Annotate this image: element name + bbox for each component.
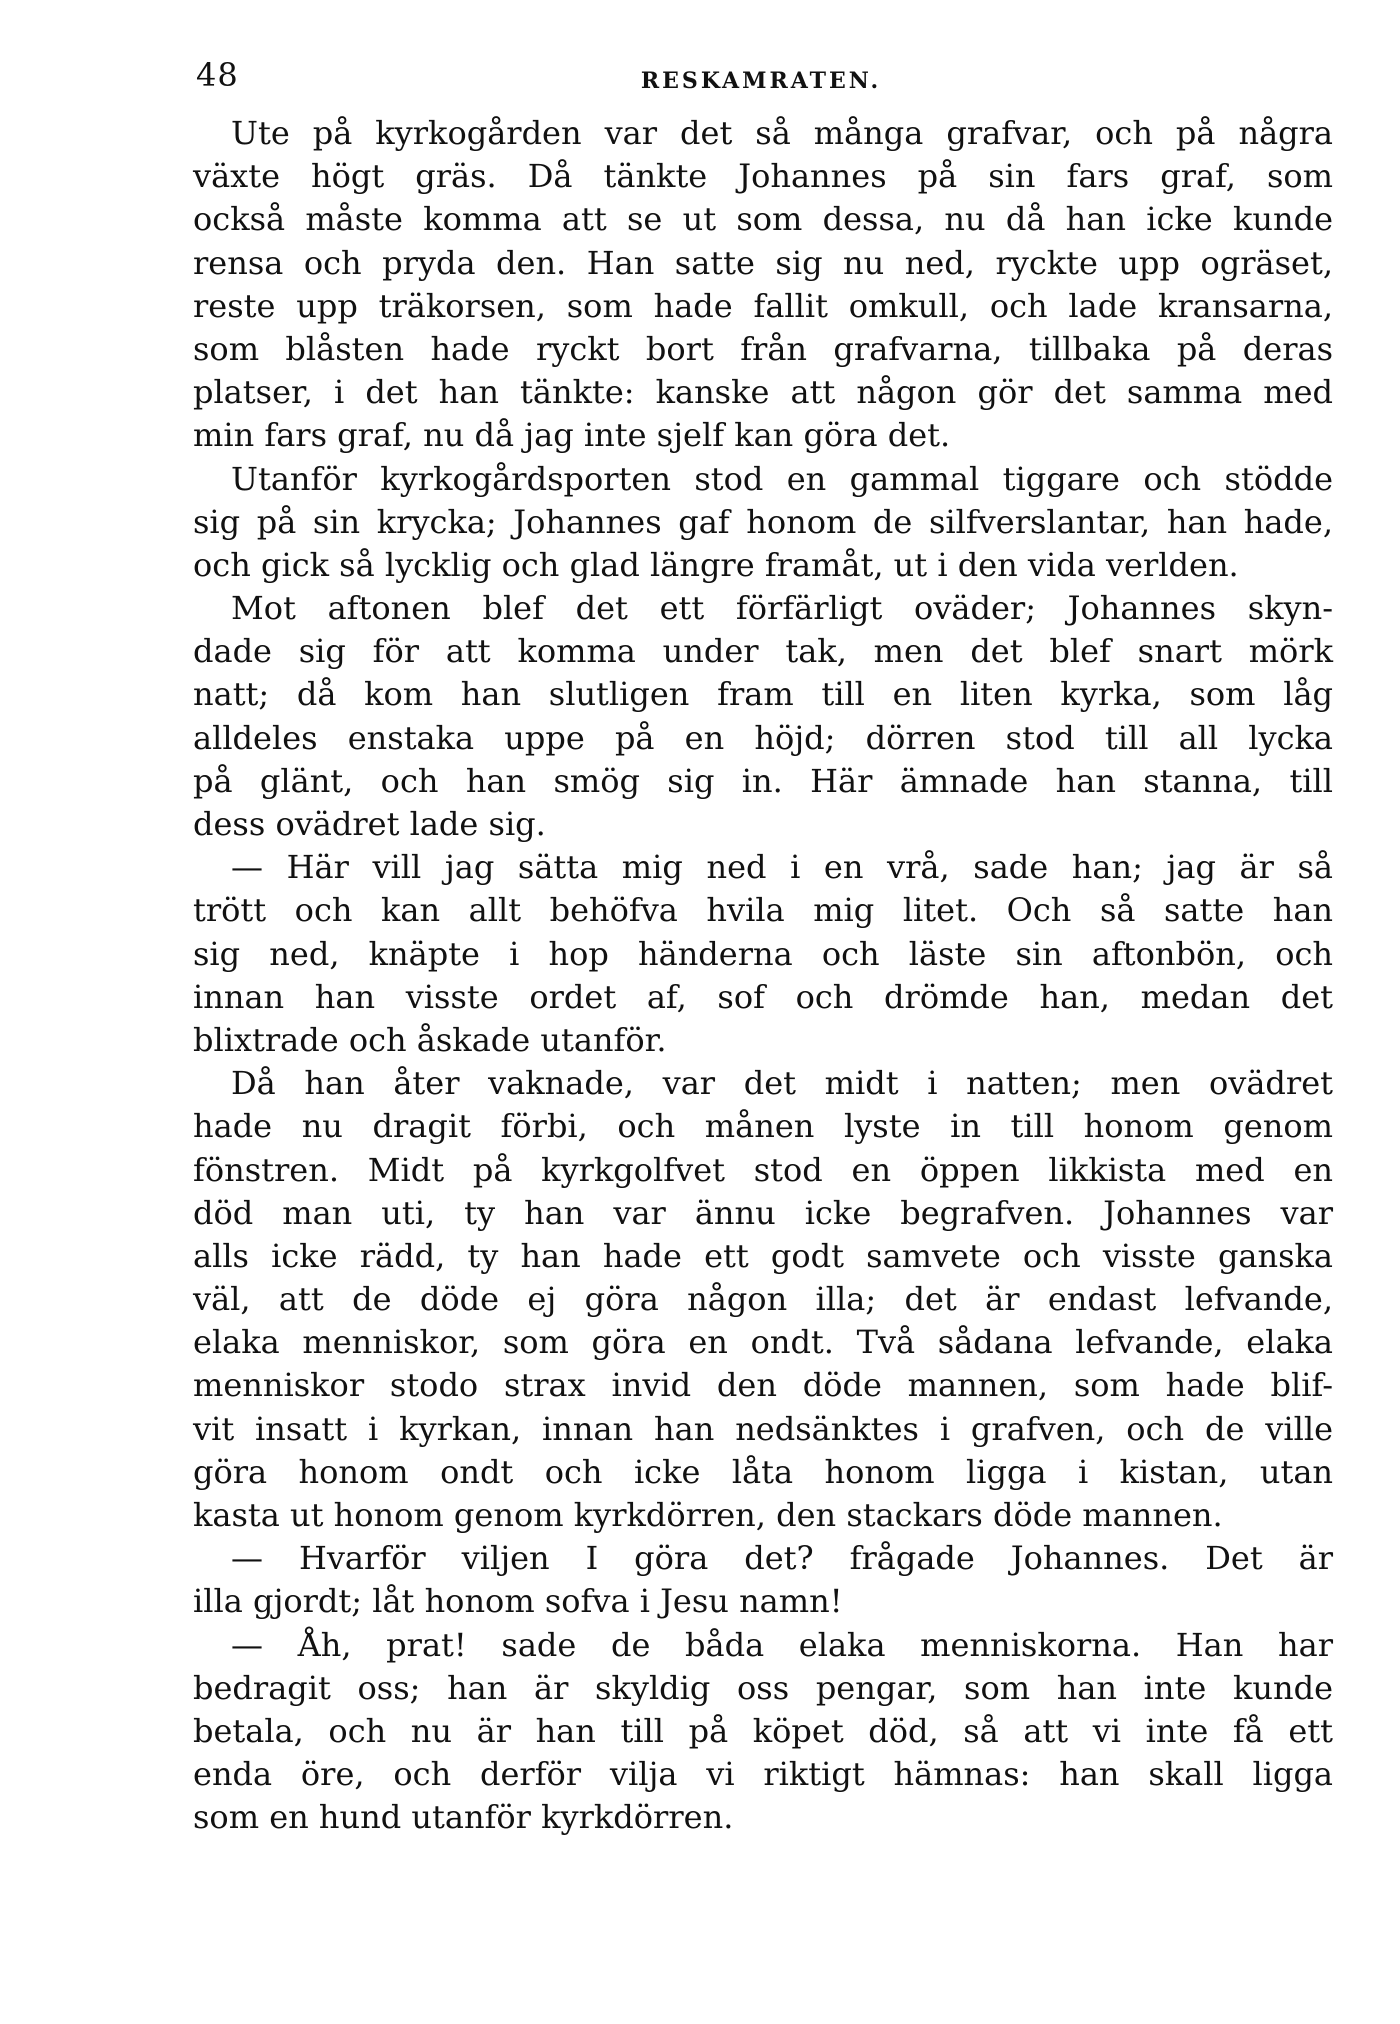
body-text bbox=[193, 112, 1333, 1840]
text-line: död man uti, ty han var ännu icke begrafven. Johannes var bbox=[193, 1193, 1333, 1232]
text-line: bedragit oss; han är skyldig oss pengar, som han inte kunde bbox=[193, 1668, 1333, 1707]
text-line: göra honom ondt och icke låta honom ligga i kistan, utan bbox=[193, 1452, 1333, 1491]
text-line: min fars graf, nu då jag inte sjelf kan göra det. bbox=[193, 416, 951, 455]
text-line: — Här vill jag sätta mig ned i en vrå, sade han; jag är så bbox=[231, 848, 1333, 887]
text-line: kasta ut honom genom kyrkdörren, den stackars döde mannen. bbox=[193, 1496, 1223, 1534]
text-line: hade nu dragit förbi, och månen lyste in till honom genom bbox=[193, 1107, 1333, 1146]
text-line: natt; då kom han slutligen fram till en liten kyrka, som låg bbox=[193, 675, 1333, 714]
text-line: innan han visste ordet af, sof och drömde han, medan det bbox=[193, 977, 1333, 1016]
page-header bbox=[196, 56, 1326, 106]
text-line: menniskor stodo strax invid den döde mannen, som hade blif- bbox=[193, 1366, 1333, 1405]
text-line: platser, i det han tänkte: kanske att någon gör det samma med bbox=[193, 373, 1333, 412]
text-line: Ute på kyrkogården var det så många grafvar, och på några bbox=[231, 114, 1333, 152]
text-line: illa gjordt; låt honom sofva i Jesu namn! bbox=[193, 1582, 843, 1621]
page-number: 48 bbox=[196, 56, 239, 94]
text-line: dess ovädret lade sig. bbox=[193, 805, 546, 843]
text-line: Utanför kyrkogårdsporten stod en gammal tiggare och stödde bbox=[231, 459, 1333, 498]
text-line: trött och kan allt behöfva hvila mig litet. Och så satte han bbox=[193, 891, 1333, 930]
text-line: — Åh, prat! sade de båda elaka menniskorna. Han har bbox=[231, 1625, 1333, 1664]
text-line: betala, och nu är han till på köpet död, så att vi inte få ett bbox=[193, 1711, 1333, 1750]
text-line: alldeles enstaka uppe på en höjd; dörren stod till all lycka bbox=[193, 718, 1333, 757]
text-line: reste upp träkorsen, som hade fallit omkull, och lade kransarna, bbox=[193, 286, 1333, 325]
text-line: enda öre, och derför vilja vi riktigt hämnas: han skall ligga bbox=[193, 1755, 1333, 1794]
text-line: sig ned, knäpte i hop händerna och läste sin aftonbön, och bbox=[193, 934, 1333, 973]
running-title: RESKAMRATEN. bbox=[640, 68, 882, 94]
text-line: dade sig för att komma under tak, men det blef snart mörk bbox=[193, 632, 1333, 671]
text-line: rensa och pryda den. Han satte sig nu ned, ryckte upp ogräset, bbox=[193, 243, 1333, 282]
text-line: vit insatt i kyrkan, innan han nedsänktes i grafven, och de ville bbox=[193, 1409, 1333, 1448]
text-line: växte högt gräs. Då tänkte Johannes på sin fars graf, som bbox=[193, 157, 1333, 196]
text-line: på glänt, och han smög sig in. Här ämnade han stanna, till bbox=[193, 761, 1333, 800]
text-line: också måste komma att se ut som dessa, nu då han icke kunde bbox=[193, 200, 1333, 239]
text-line: och gick så lycklig och glad längre framåt, ut i den vida verlden. bbox=[193, 545, 1239, 584]
text-line: alls icke rädd, ty han hade ett godt samvete och visste ganska bbox=[193, 1236, 1333, 1275]
text-line: elaka menniskor, som göra en ondt. Två sådana lefvande, elaka bbox=[193, 1323, 1333, 1362]
text-line: som en hund utanför kyrkdörren. bbox=[193, 1798, 734, 1837]
text-line: som blåsten hade ryckt bort från grafvarna, tillbaka på deras bbox=[193, 329, 1333, 368]
text-line: Mot aftonen blef det ett förfärligt oväder; Johannes skyn- bbox=[231, 589, 1333, 628]
text-line: blixtrade och åskade utanför. bbox=[193, 1020, 667, 1059]
text-line: — Hvarför viljen I göra det? frågade Johannes. Det är bbox=[231, 1539, 1333, 1578]
text-line: väl, att de döde ej göra någon illa; det är endast lefvande, bbox=[193, 1280, 1333, 1319]
text-line: fönstren. Midt på kyrkgolfvet stod en öppen likkista med en bbox=[193, 1150, 1333, 1189]
text-line: sig på sin krycka; Johannes gaf honom de silfverslantar, han hade, bbox=[193, 502, 1333, 541]
text-line: Då han åter vaknade, var det midt i natten; men ovädret bbox=[231, 1064, 1333, 1103]
